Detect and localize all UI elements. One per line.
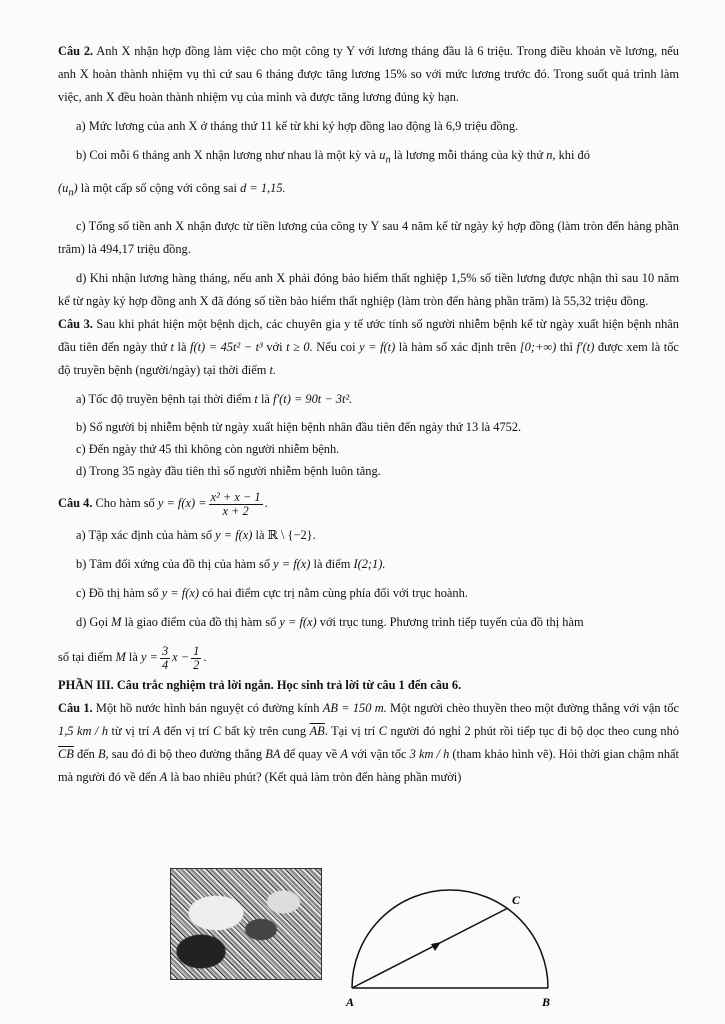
math: I(2;1).: [353, 556, 386, 571]
fraction-numerator: 1: [193, 643, 200, 658]
cau2-option-c: [58, 215, 679, 261]
label-b: B: [542, 995, 551, 1009]
math: (u: [58, 181, 69, 196]
option-text: là: [128, 649, 138, 664]
cau3-option-d: [58, 460, 679, 482]
math: A: [152, 723, 161, 738]
cau3-option-c: [58, 438, 679, 460]
option-text: a) Tập xác định của hàm số: [76, 527, 213, 542]
label-c: C: [512, 893, 521, 907]
text: . Tại vị trí: [324, 723, 376, 738]
text: với: [266, 339, 283, 354]
math: AB = 150 m.: [322, 700, 387, 715]
text: để quay về: [283, 746, 338, 761]
option-text: với trục tung. Phương trình tiếp tuyến của đồ thị hàm: [319, 614, 584, 629]
math: BA: [265, 746, 281, 761]
text: người đó nghỉ 2 phút rồi tiếp tục đi bộ dọc theo cung nhỏ: [390, 723, 680, 738]
text: Một người chèo thuyền theo một đường thẳng với vận tốc: [390, 700, 679, 715]
text: .: [264, 495, 268, 510]
math-sub: n: [68, 187, 74, 199]
math: y = f(x): [215, 527, 253, 542]
text: Sau khi phát hiện một bệnh dịch, các chuyên gia y tế ước tính số người nhiễm bệnh kể từ ngày xuất hiện bệnh nhân đầu tiên đến ngày thứ: [58, 316, 679, 354]
math: u: [379, 148, 386, 162]
option-text: có hai điểm cực trị nằm cùng phía đối với trục hoành.: [202, 585, 468, 600]
text: đến: [76, 746, 95, 761]
text: sau đó đi bộ theo đường thẳng: [111, 746, 263, 761]
cau4-option-d-line2: [58, 640, 679, 674]
text: được xem là tốc độ truyền bệnh (người/ngày) tại thời điểm: [58, 339, 679, 377]
option-text: b) Coi mỗi 6 tháng anh X nhận lương như nhau là một kỳ và: [76, 148, 377, 162]
math: ): [73, 181, 78, 196]
semicircle-diagram: [340, 860, 570, 1020]
question-label: Câu 4.: [58, 495, 93, 510]
math: M: [111, 614, 122, 629]
math: y = f(t): [359, 339, 396, 354]
text: trên: [497, 339, 517, 354]
math: f′(t) = 90t − 3t².: [273, 391, 353, 406]
math: ℝ \ {−2}.: [267, 527, 316, 542]
fraction: [191, 645, 201, 672]
option-text: là giao điểm của đồ thị hàm số: [124, 614, 277, 629]
cau2-option-d: [58, 267, 679, 313]
math: y =: [140, 649, 158, 664]
text: Một hồ nước hình bán nguyệt có đường kính: [95, 700, 320, 715]
math: t: [254, 391, 258, 406]
math-arc: $\overline{AB}$: [309, 723, 325, 738]
math: 3 km / h: [409, 746, 450, 761]
question-label: Câu 1.: [58, 700, 93, 715]
option-text: d) Trong 35 ngày đầu tiên thì số người nhiễm bệnh luôn tăng.: [76, 463, 381, 478]
text: bất kỳ trên cung: [224, 723, 307, 738]
cau1-text: [58, 697, 679, 789]
math: t: [170, 339, 174, 354]
math-sub: n: [385, 154, 391, 166]
question-label: Câu 3.: [58, 316, 93, 331]
text: .: [203, 649, 207, 664]
cau3-option-b: [58, 416, 679, 438]
option-text: a) Tốc độ truyền bệnh tại thời điểm: [76, 391, 252, 406]
cau2-intro: [58, 40, 679, 109]
cau4-option-b: [58, 553, 679, 576]
math: 1,5 km / h: [58, 723, 109, 738]
cau4-option-d: [58, 611, 679, 634]
option-text: d) Khi nhận lương hàng tháng, nếu anh X phải đóng bảo hiểm thất nghiệp 1,5% số tiền lương được nhận thì sau 10 năm kể từ ngày ký hợp đồng anh X đã đóng số tiền bảo hiểm thất nghiệp (làm tròn đến hàng phần trăm) là 55,32 triệu đồng.: [58, 270, 679, 308]
math: M: [115, 649, 126, 664]
fraction-numerator: 3: [161, 643, 169, 658]
cau2-intro-text: Anh X nhận hợp đồng làm việc cho một công ty Y với lương tháng đầu là 6 triệu. Trong điều khoản về lương, nếu anh X hoàn thành nhiệm vụ thì cứ sau 6 tháng được tăng lương 15% so với mức lương trước đó. Trong suốt quá trình làm việc, anh X đều hoàn thành nhiệm vụ của mình và được tăng lương đúng kỳ hạn.: [58, 44, 679, 104]
fraction-denominator: 2: [193, 657, 200, 672]
text: là bao nhiêu phút? (Kết quả làm tròn đến hàng phần mười): [170, 769, 462, 784]
text: đến vị trí: [163, 723, 210, 738]
cau3-intro: [58, 313, 679, 382]
math: y = f(x): [279, 614, 317, 629]
cau2-option-b-line2: [58, 177, 679, 204]
option-text: là một cấp số cộng với công sai: [80, 181, 237, 196]
cau2-option-b: [58, 144, 679, 171]
text: là: [177, 339, 187, 354]
option-text: b) Số người bị nhiễm bệnh từ ngày xuất hiện bệnh nhân đầu tiên đến ngày thứ 13 là 4752.: [76, 419, 522, 434]
text: Cho hàm số: [95, 495, 155, 510]
text: là hàm số xác định: [398, 339, 494, 354]
fraction-denominator: x + 2: [222, 503, 249, 518]
cau3-option-a: [58, 388, 679, 410]
option-text: b) Tâm đối xứng của đồ thị của hàm số: [76, 556, 271, 571]
option-text: d) Gọi: [76, 614, 109, 629]
cau4-option-c: [58, 582, 679, 605]
fraction: [160, 645, 170, 672]
math: f(t) = 45t² − t³: [190, 339, 263, 354]
question-label: Câu 2.: [58, 44, 94, 58]
math: t.: [269, 362, 277, 377]
math: A: [159, 769, 168, 784]
option-text: là điểm: [313, 556, 351, 571]
text: thì: [559, 339, 573, 354]
math: d = 1,15.: [240, 181, 286, 196]
math: C: [212, 723, 222, 738]
section-heading: PHẦN III. Câu trắc nghiệm trả lời ngắn. Học sinh trả lời từ câu 1 đến câu 6.: [58, 677, 462, 692]
fraction-numerator: x² + x − 1: [210, 489, 261, 504]
math: B,: [97, 746, 109, 761]
text: Nếu coi: [316, 339, 356, 354]
arrow-icon: [431, 942, 441, 951]
cau2-option-a: [58, 115, 679, 138]
cau4-option-a: [58, 524, 679, 547]
math-arc: $\overline{CB}$: [58, 746, 74, 761]
option-text: , khi đó: [552, 148, 590, 162]
option-text: c) Đến ngày thứ 45 thì không còn người nhiễm bệnh.: [76, 441, 340, 456]
fraction: [209, 491, 263, 518]
math: n: [546, 148, 553, 162]
math: t ≥ 0.: [286, 339, 313, 354]
option-text: là lương mỗi tháng của kỳ thứ: [393, 148, 544, 162]
figures: [0, 860, 725, 1024]
segment-ac: [352, 908, 508, 988]
label-a: A: [346, 995, 355, 1009]
math: y = f(x): [161, 585, 199, 600]
math: f′(t): [576, 339, 595, 354]
cau4-intro: [58, 488, 679, 518]
lake-photo: [170, 868, 322, 980]
math: A: [340, 746, 348, 761]
option-text: là: [255, 527, 265, 542]
option-text: là: [260, 391, 270, 406]
option-text: c) Tổng số tiền anh X nhận được từ tiền lương của công ty Y sau 4 năm kể từ ngày ký hợp đồng (làm tròn đến hàng phần trăm) là 494,17 triệu đồng.: [58, 218, 679, 256]
option-text: số tại điểm: [58, 649, 113, 664]
option-text: c) Đồ thị hàm số: [76, 585, 159, 600]
math: y = f(x): [273, 556, 311, 571]
option-text: a) Mức lương của anh X ở tháng thứ 11 kể từ khi ký hợp đồng lao động là 6,9 triệu đồng.: [76, 119, 519, 133]
text: (tham khảo hình vẽ). Hỏi thời gian chậm nhất mà người đó về đến: [58, 746, 679, 784]
math: y = f(x) =: [157, 495, 207, 510]
fraction-denominator: 4: [161, 657, 169, 672]
math: C: [378, 723, 387, 738]
text: từ vị trí: [111, 723, 150, 738]
text: với vận tốc: [351, 746, 407, 761]
math: x −: [172, 649, 190, 664]
math: [0;+∞): [519, 339, 557, 354]
